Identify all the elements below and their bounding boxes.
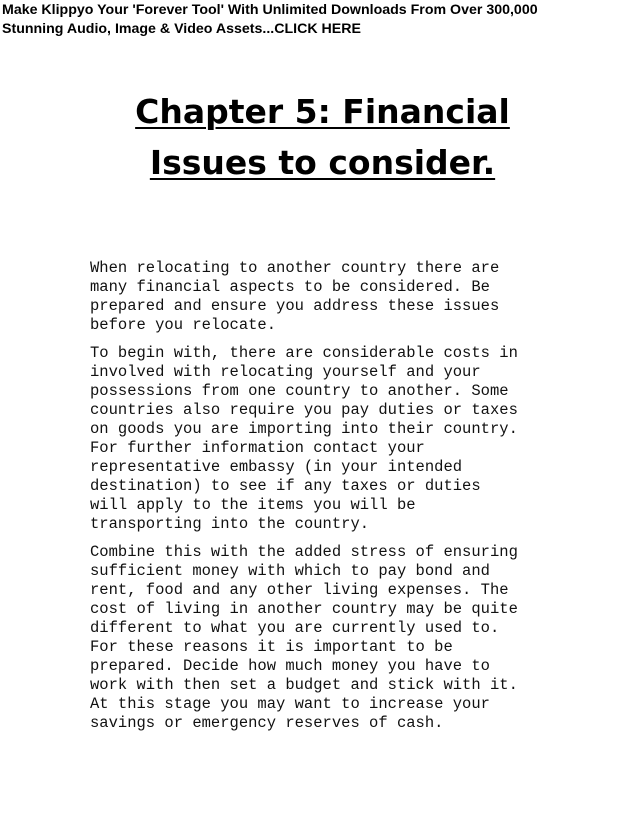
- paragraph-living-expenses: [90, 543, 570, 733]
- text-line: involved with relocating yourself and your: [90, 363, 481, 381]
- text-line: To begin with, there are considerable costs in: [90, 344, 518, 362]
- chapter-title: [60, 86, 585, 188]
- text-line: sufficient money with which to pay bond and: [90, 562, 490, 580]
- text-line: prepared and ensure you address these issues: [90, 297, 500, 315]
- text-line: on goods you are importing into their country.: [90, 420, 518, 438]
- chapter-title-line: Issues to consider.: [149, 143, 496, 182]
- text-line: cost of living in another country may be quite: [90, 600, 518, 618]
- text-line: possessions from one country to another. Some: [90, 382, 509, 400]
- text-line: rent, food and any other living expenses. The: [90, 581, 509, 599]
- promo-link[interactable]: [2, 1, 632, 39]
- text-line: countries also require you pay duties or taxes: [90, 401, 518, 419]
- paragraph-relocation-costs: [90, 344, 570, 534]
- text-line: many financial aspects to be considered. Be: [90, 278, 490, 296]
- text-line: work with then set a budget and stick with it.: [90, 676, 518, 694]
- text-line: will apply to the items you will be: [90, 496, 416, 514]
- text-line: before you relocate.: [90, 316, 277, 334]
- text-line: prepared. Decide how much money you have to: [90, 657, 490, 675]
- text-line: destination) to see if any taxes or duties: [90, 477, 481, 495]
- promo-line: Make Klippyo Your 'Forever Tool' With Unlimited Downloads From Over 300,000: [2, 2, 538, 18]
- chapter-title-line: Chapter 5: Financial: [135, 92, 510, 131]
- text-line: When relocating to another country there are: [90, 259, 500, 277]
- chapter-body: [90, 259, 570, 742]
- text-line: At this stage you may want to increase your: [90, 695, 490, 713]
- text-line: different to what you are currently used to.: [90, 619, 500, 637]
- text-line: transporting into the country.: [90, 515, 370, 533]
- text-line: savings or emergency reserves of cash.: [90, 714, 444, 732]
- promo-line: Stunning Audio, Image & Video Assets...CLICK HERE: [2, 21, 361, 37]
- text-line: For further information contact your: [90, 439, 425, 457]
- text-line: For these reasons it is important to be: [90, 638, 453, 656]
- text-line: representative embassy (in your intended: [90, 458, 463, 476]
- paragraph-intro: [90, 259, 570, 335]
- text-line: Combine this with the added stress of ensuring: [90, 543, 518, 561]
